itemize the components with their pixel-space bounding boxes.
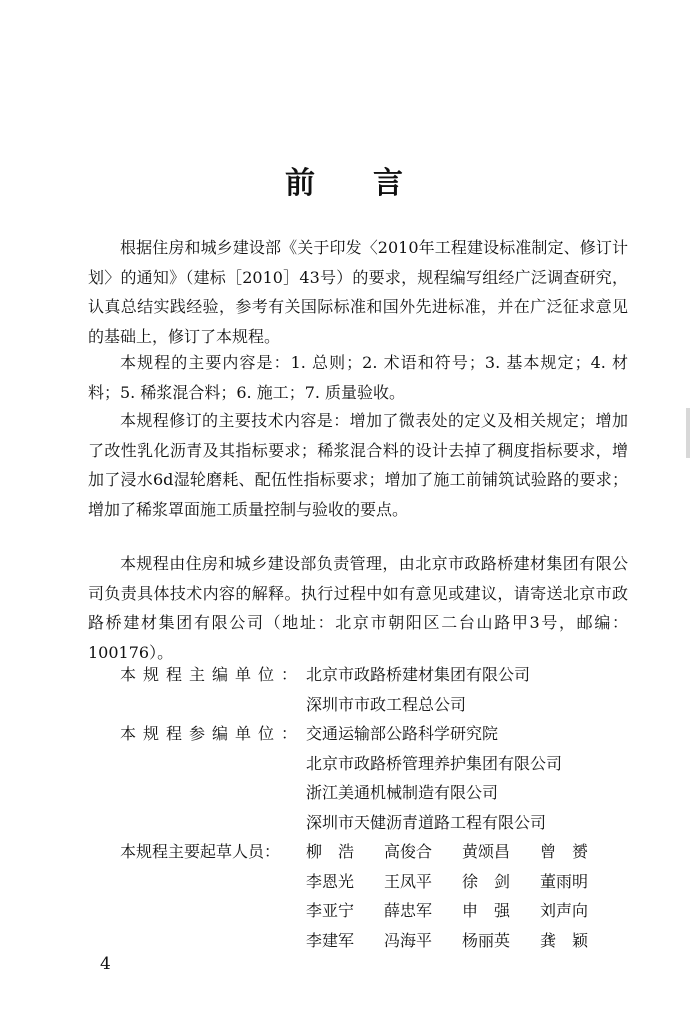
- drafter-name: 申 强: [462, 901, 511, 920]
- participating-units-row: [88, 719, 648, 837]
- chief-editor-label: 本规程主编单位：: [120, 665, 305, 684]
- page-title: [0, 158, 690, 202]
- drafters-label: 本规程主要起草人员：: [120, 842, 281, 861]
- paragraph-management: 本规程由住房和城乡建设部负责管理，由北京市政路桥建材集团有限公司负责具体技术内容的解释。执行过程中如有意见或建议，请寄送北京市政路桥建材集团有限公司（地址：北京市朝阳区二台山路甲3号，邮编：100176）。: [88, 554, 628, 662]
- drafters-list: [306, 837, 648, 955]
- participating-unit: 深圳市天健沥青道路工程有限公司: [306, 812, 547, 832]
- drafters-row: [88, 837, 648, 955]
- participating-units: [306, 719, 648, 837]
- page-edge-shadow: [686, 408, 690, 458]
- drafter-name: 李亚宁: [306, 901, 355, 920]
- drafter-name: 高俊合: [384, 842, 433, 861]
- drafter-name: 柳 浩: [306, 842, 355, 861]
- paragraph-revisions: 本规程修订的主要技术内容是：增加了微表处的定义及相关规定；增加了改性乳化沥青及其指标要求；稀浆混合料的设计去掉了稠度指标要求，增加了浸水6d湿轮磨耗、配伍性指标要求；增加了施工前铺筑试验路的要求；增加了稀浆罩面施工质量控制与验收的要点。: [88, 411, 628, 519]
- drafter-name: 董雨明: [540, 871, 589, 891]
- chief-unit: 深圳市市政工程总公司: [306, 694, 467, 714]
- title-char-1: 前: [285, 166, 317, 201]
- drafter-name: 薛忠军: [384, 901, 433, 920]
- chief-editor-units-row: [88, 660, 648, 719]
- drafter-name: 曾 赟: [540, 842, 589, 861]
- participating-label: 本规程参编单位：: [120, 724, 305, 743]
- page-number: 4: [100, 954, 111, 974]
- participating-unit: 浙江美通机械制造有限公司: [306, 783, 499, 802]
- drafter-name: 杨丽英: [462, 930, 511, 950]
- drafter-name: 王凤平: [384, 871, 433, 891]
- drafter-name: 李建军: [306, 930, 355, 950]
- paragraph-main-contents: 本规程的主要内容是：1. 总则；2. 术语和符号；3. 基本规定；4. 材料；5. 稀浆混合料；6. 施工；7. 质量验收。: [88, 353, 628, 402]
- chief-editor-units: [306, 660, 648, 719]
- chief-unit: 北京市政路桥建材集团有限公司: [306, 665, 531, 684]
- drafter-name: 龚 颖: [540, 930, 589, 950]
- drafter-name: 李恩光: [306, 871, 355, 891]
- drafter-name: 黄颂昌: [462, 842, 511, 861]
- credits-block: [88, 660, 648, 955]
- title-char-2: 言: [373, 166, 405, 201]
- drafter-name: 冯海平: [384, 930, 433, 950]
- participating-unit: 北京市政路桥管理养护集团有限公司: [306, 753, 563, 773]
- participating-unit: 交通运输部公路科学研究院: [306, 724, 499, 743]
- drafter-name: 徐 剑: [462, 871, 511, 891]
- drafter-name: 刘声向: [540, 901, 589, 920]
- paragraph-basis: 根据住房和城乡建设部《关于印发〈2010年工程建设标准制定、修订计划〉的通知》（建标［2010］43号）的要求，规程编写组经广泛调查研究，认真总结实践经验，参考有关国际标准和国外先进标准，并在广泛征求意见的基础上，修订了本规程。: [88, 238, 628, 346]
